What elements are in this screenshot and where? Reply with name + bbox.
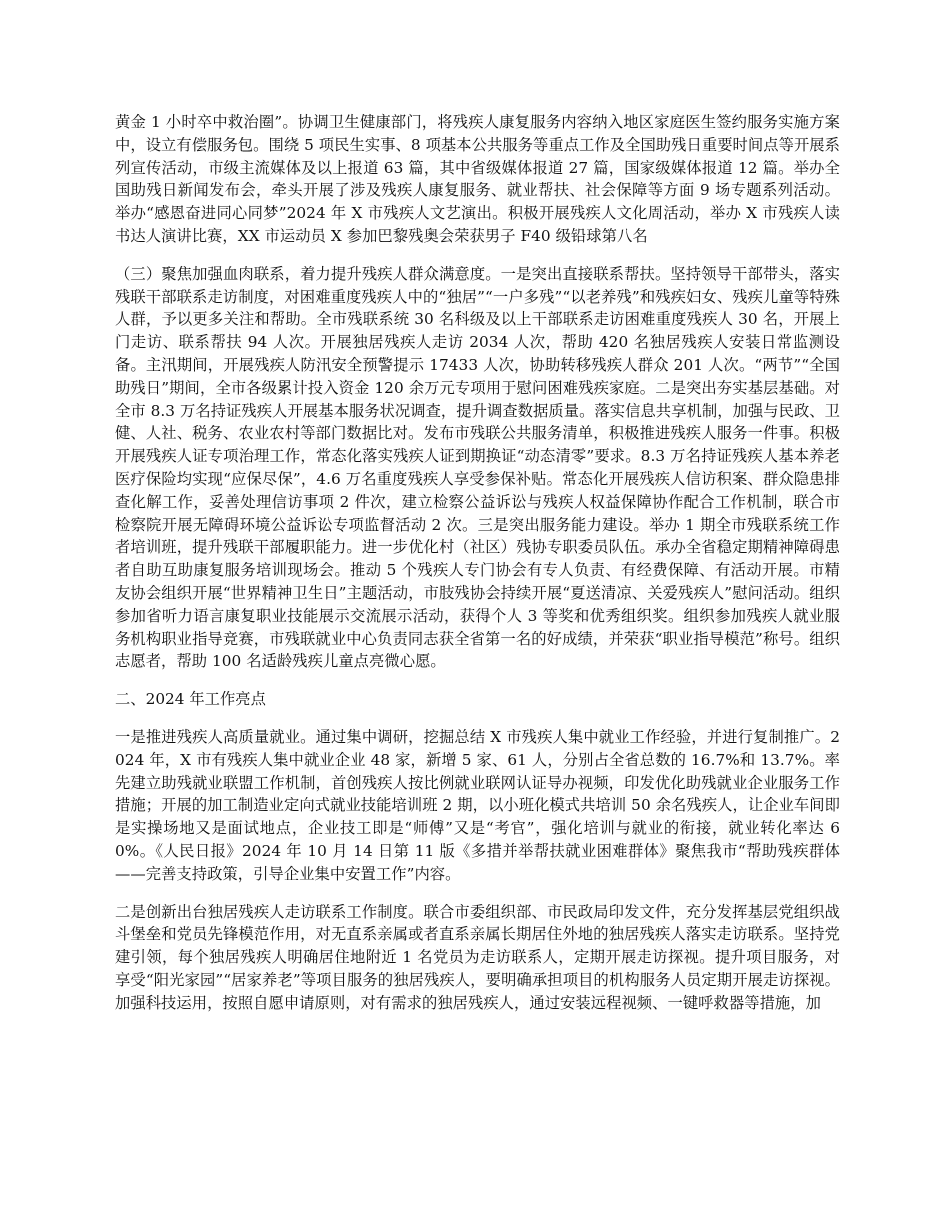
paragraph-section-three: （三）聚焦加强血肉联系，着力提升残疾人群众满意度。一是突出直接联系帮扶。坚持领导干部带头，落实残联干部联系走访制度，对困难重度残疾人中的“独居”“一户多残”“以老养残”和残疾妇女、残疾儿童等特殊人群，予以更多关注和帮助。全市残联系统 30 名科级及以上干部联系走访困难重度残疾人 30 名，开展上门走访、联系帮扶 94 人次。开展独居残疾人走访 2034 人次，帮助 420 名独居残疾人安装日常监测设备。主汛期间，开展残疾人防汛安全预警提示 17433 人次，协助转移残疾人群众 201 人次。“两节”“全国助残日”期间，全市各级累计投入资金 120 余万元专项用于慰问困难残疾家庭。二是突出夯实基层基础。对全市 8.3 万名持证残疾人开展基本服务状况调查，提升调查数据质量。落实信息共享机制，加强与民政、卫健、人社、税务、农业农村等部门数据比对。发布市残联公共服务清单，积极推进残疾人服务一件事。积极开展残疾人证专项治理工作，常态化落实残疾人证到期换证“动态清零”要求。8.3 万名持证残疾人基本养老医疗保险均实现“应保尽保”，4.6 万名重度残疾人享受参保补贴。常态化开展残疾人信访积案、群众隐患排查化解工作，妥善处理信访事项 2 件次，建立检察公益诉讼与残疾人权益保障协作配合工作机制，联合市检察院开展无障碍环境公益诉讼专项监督活动 2 次。三是突出服务能力建设。举办 1 期全市残联系统工作者培训班，提升残联干部履职能力。进一步优化村（社区）残协专职委员队伍。承办全省稳定期精神障碍患者自助互助康复服务培训现场会。推动 5 个残疾人专门协会有专人负责、有经费保障、有活动开展。市精友协会组织开展“世界精神卫生日”主题活动，市肢残协会持续开展“夏送清凉、关爱残疾人”慰问活动。组织参加省听力语言康复职业技能展示交流展示活动，获得个人 3 等奖和优秀组织奖。组织参加残疾人就业服务机构职业指导竞赛，市残联就业中心负责同志获全省第一名的好成绩，并荣获“职业指导模范”称号。组织志愿者，帮助 100 名适龄残疾儿童点亮微心愿。 [115,264,840,671]
paragraph-visit-system: 二是创新出台独居残疾人走访联系工作制度。联合市委组织部、市民政局印发文件，充分发挥基层党组织战斗堡垒和党员先锋模范作用，对无直系亲属或者直系亲属长期居住外地的独居残疾人落实走访联系。坚持党建引领，每个独居残疾人明确居住地附近 1 名党员为走访联系人，定期开展走访探视。提升项目服务，对享受“阳光家园”“居家养老”等项目服务的独居残疾人，要明确承担项目的机构服务人员定期开展走访探视。加强科技运用，按照自愿申请原则，对有需求的独居残疾人，通过安装远程视频、一键呼救器等措施，加 [115,902,840,1012]
section-heading-highlights: 二、2024 年工作亮点 [115,690,266,709]
paragraph-employment: 一是推进残疾人高质量就业。通过集中调研，挖掘总结 X 市残疾人集中就业工作经验，并进行复制推广。2024 年，X 市有残疾人集中就业企业 48 家，新增 5 家、61 人，分别占全省总数的 16.7%和 13.7%。率先建立助残就业联盟工作机制，首创残疾人按比例就业联网认证导办视频，印发优化助残就业企业服务工作措施；开展的加工制造业定向式就业技能培训班 2 期，以小班化模式共培训 50 余名残疾人，让企业车间即是实操场地又是面试地点，企业技工即是“师傅”又是“考官”，强化培训与就业的衔接，就业转化率达 60%。《人民日报》2024 年 10 月 14 日第 11 版《多措并举帮扶就业困难群体》聚焦我市“帮助残疾群体——完善支持政策，引导企业集中安置工作”内容。 [115,727,840,883]
paragraph-publicity: 黄金 1 小时卒中救治圈”。协调卫生健康部门，将残疾人康复服务内容纳入地区家庭医生签约服务实施方案中，设立有偿服务包。围绕 5 项民生实事、8 项基本公共服务等重点工作及全国助残日重要时间点等开展系列宣传活动，市级主流媒体及以上报道 63 篇，其中省级媒体报道 27 篇，国家级媒体报道 12 篇。举办全国助残日新闻发布会，牵头开展了涉及残疾人康复服务、就业帮扶、社会保障等方面 9 场专题系列活动。举办“感恩奋进同心同梦”2024 年 X 市残疾人文艺演出。积极开展残疾人文化周活动，举办 X 市残疾人读书达人演讲比赛，XX 市运动员 X 参加巴黎残奥会荣获男子 F40 级铅球第八名 [115,113,840,245]
document-page [115,111,840,1029]
